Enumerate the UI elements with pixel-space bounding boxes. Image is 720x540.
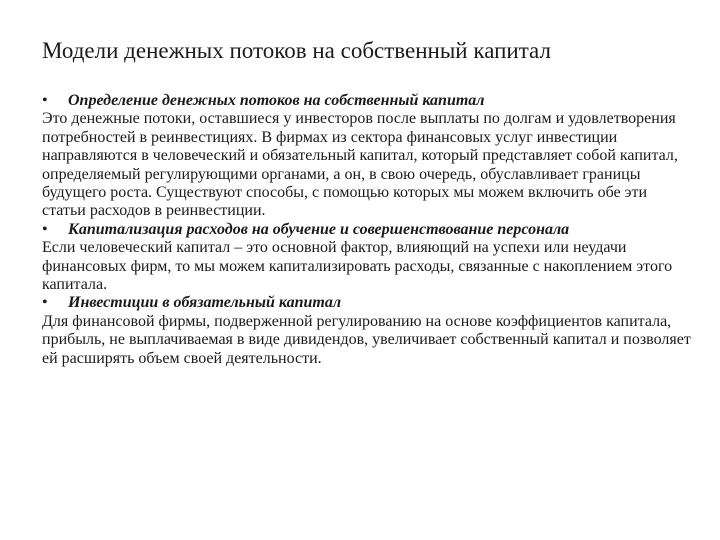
slide-content	[42, 92, 692, 368]
bullet-heading	[42, 92, 692, 110]
paragraph: Это денежные потоки, оставшиеся у инвесторов после выплаты по долгам и удовлетворения потребностей в реинвестициях. В фирмах из сектора финансовых услуг инвестиции направляются в человеческий и обязательный капитал, который представляет собой капитал, определяемый регулирующими органами, а он, в свою очередь, обуславливает границы будущего роста. Существуют способы, с помощью которых мы можем включить обе эти статьи расходов в реинвестиции.	[42, 110, 678, 220]
bullet-heading-text: Капитализация расходов на обучение и совершенствование персонала	[68, 220, 570, 238]
bullet-marker: •	[42, 294, 48, 312]
bullet-heading-text: Инвестиции в обязательный капитал	[68, 294, 342, 312]
bullet-heading-text: Определение денежных потоков на собственный капитал	[68, 92, 485, 109]
bullet-marker: •	[42, 220, 48, 238]
paragraph: Для финансовой фирмы, подверженной регулированию на основе коэффициентов капитала, прибыль, не выплачиваемая в виде дивидендов, увеличивает собственный капитал и позволяет ей расширять объем своей деятельности.	[42, 312, 691, 367]
slide-title: Модели денежных потоков на собственный капитал	[42, 38, 551, 63]
bullet-heading	[42, 221, 692, 239]
paragraph: Если человеческий капитал – это основной фактор, влияющий на успехи или неудачи финансовых фирм, то мы можем капитализировать расходы, связанные с накоплением этого капитала.	[42, 239, 673, 294]
bullet-marker: •	[42, 92, 48, 109]
bullet-heading	[42, 294, 692, 312]
